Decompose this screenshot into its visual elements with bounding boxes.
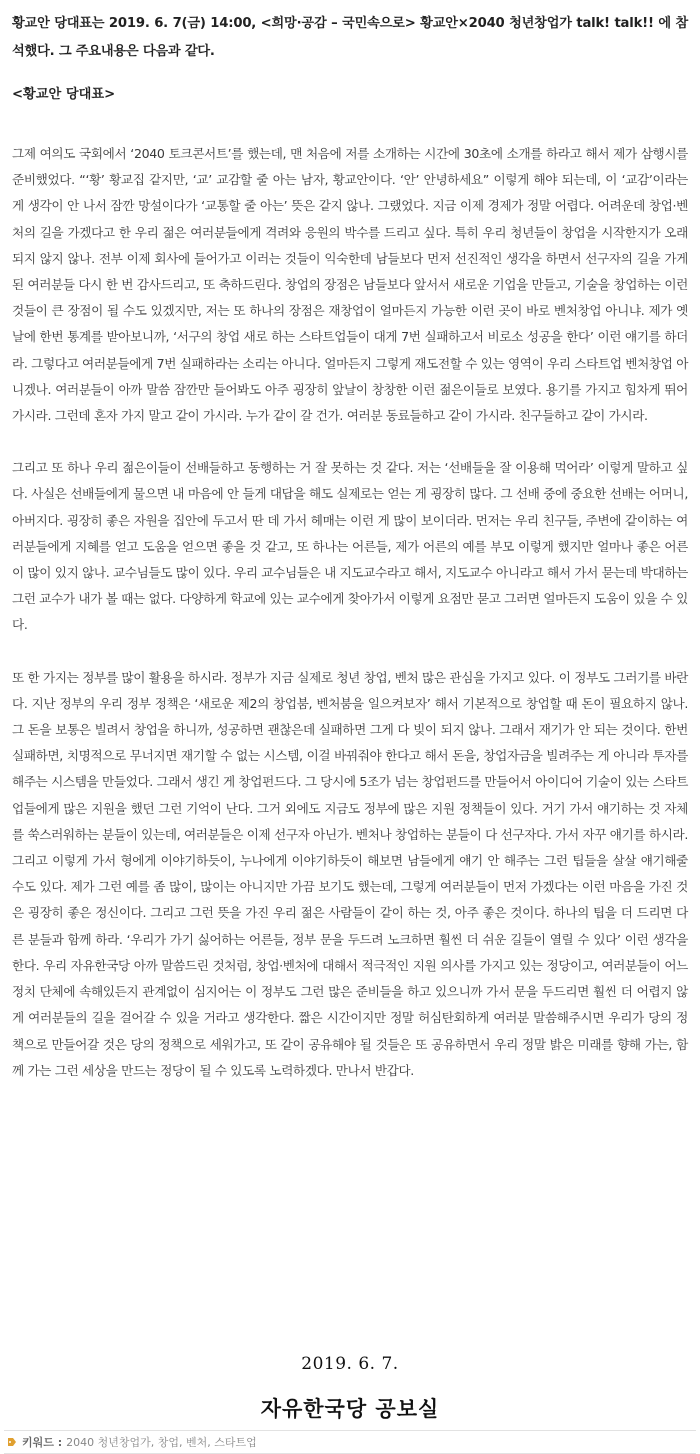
speech-paragraph-1: 그제 여의도 국회에서 ‘2040 토크콘서트’를 했는데, 맨 처음에 저를 소개하는 시간에 30초에 소개를 하라고 해서 제가 삼행시를 준비했었다. “‘황’ 황교집 같지만, ‘교’ 교감할 줄 아는 남자, 황교안이다. ‘안’ 안녕하세요” 이렇게 해야 되는데, 이 ‘교감’이라는 게 생각이 안 나서 잠깐 망설이다가 ‘교통할 줄 아는’ 뜻은 같지 않나. 그랬었다. 지금 이제 경제가 정말 어렵다. 어려운데 창업·벤처의 길을 가겠다고 한 우리 젊은 여러분들에게 격려와 응원의 박수를 드리고 싶다. 특히 우리 청년들이 창업을 시작한지가 오래되지 않지 않나. 전부 이제 회사에 들어가고 이러는 것들이 익숙한데 남들보다 먼저 선진적인 생각을 하면서 선구자의 길을 가게 된 여러분들 다시 한 번 감사드리고, 또 축하드린다. 창업의 장점은 남들보다 앞서서 새로운 기업을 만들고, 기술을 창업하는 이런 것들이 큰 장점이 될 수도 있겠지만, 저는 또 하나의 장점은 재창업이 얼마든지 가능한 이런 곳이 바로 벤처창업 아니냐. 제가 옛날에 한번 통계를 받아보니까, ‘서구의 창업 새로 하는 스타트업들이 대게 7번 실패하고서 비로소 성공을 한다’ 이런 얘기를 하더라. 그렇다고 여러분들에게 7번 실패하라는 소리는 아니다. 얼마든지 그렇게 재도전할 수 있는 영역이 우리 스타트업 벤처창업 아니겠나. 여러분들이 아까 말씀 잠깐만 들어봐도 아주 굉장히 앞날이 창창한 이런 젊은이들로 보였다. 용기를 가지고 힘차게 뛰어가시라. 그런데 혼자 가지 말고 같이 가시라. 누가 같이 갈 건가. 여러분 동료들하고 같이 가시라. 친구들하고 같이 가시라. <box>12 146 689 424</box>
release-date: 2019. 6. 7. <box>301 1354 399 1374</box>
speaker-heading: <황교안 당대표> <box>12 87 116 102</box>
intro-paragraph: 황교안 당대표는 2019. 6. 7(금) 14:00, <희망·공감 – 국민속으로> 황교안×2040 청년창업가 talk! talk!! 에 참석했다. 그 주요내용은 다음과 같다. <box>12 16 688 59</box>
tag-icon <box>7 1437 17 1447</box>
organization-name: 자유한국당 공보실 <box>260 1397 440 1421</box>
speech-paragraph-3: 또 한 가지는 정부를 많이 활용을 하시라. 정부가 지금 실제로 청년 창업, 벤처 많은 관심을 가지고 있다. 이 정부도 그러기를 바란다. 지난 정부의 우리 정부 정책은 ‘새로운 제2의 창업붐, 벤처붐을 일으켜보자’ 해서 기본적으로 창업할 때 돈이 필요하지 않나. 그 돈을 보통은 빌려서 창업을 하니까, 성공하면 괜찮은데 실패하면 그게 다 빚이 되지 않나. 그래서 재기가 안 되는 것이다. 한번 실패하면, 치명적으로 무너지면 재기할 수 없는 시스템, 이걸 바꿔줘야 한다고 해서 돈을, 창업자금을 빌려주는 게 아니라 투자를 해주는 시스템을 만들었다. 그래서 생긴 게 창업펀드다. 그 당시에 5조가 넘는 창업펀드를 만들어서 아이디어 기술이 있는 스타트업들에게 많은 지원을 했던 그런 기억이 난다. 그거 외에도 지금도 정부에 많은 지원 정책들이 있다. 거기 가서 얘기하는 것 자체를 쑥스러워하는 분들이 있는데, 여러분들은 이제 선구자 아닌가. 벤처나 창업하는 분들이 다 선구자다. 가서 자꾸 얘기를 하시라. 그리고 이렇게 가서 형에게 이야기하듯이, 누나에게 이야기하듯이 해보면 남들에게 얘기 안 해주는 그런 팁들을 살살 얘기해줄 수도 있다. 제가 그런 예를 좀 많이, 많이는 아니지만 가끔 보기도 했는데, 그렇게 여러분들이 먼저 가겠다는 이런 마음을 가진 것은 굉장히 좋은 정신이다. 그리고 그런 뜻을 가진 우리 젊은 사람들이 같이 하는 것, 아주 좋은 것이다. 하나의 팁을 더 드리면 다른 분들과 함께 하라. ‘우리가 가기 싫어하는 어른들, 정부 문을 두드려 노크하면 훨씬 더 쉬운 길들이 열릴 수 있다’ 이런 생각을 한다. 우리 자유한국당 아까 말씀드린 것처럼, 창업·벤처에 대해서 적극적인 지원 의사를 가지고 있는 정당이고, 여러분들이 어느 정치 단체에 속해있든지 관계없이 심지어는 이 정부도 그런 많은 준비들을 하고 있으니까 가서 문을 두드리면 훨씬 더 어렵지 않게 여러분들의 길을 걸어갈 수 있을 거라고 생각한다. 짧은 시간이지만 정말 허심탄회하게 여러분 말씀해주시면 우리가 당의 정책으로 만들어갈 것은 당의 정책으로 세워가고, 또 같이 공유해야 될 것들은 또 공유하면서 우리 정말 밝은 미래를 향해 가는, 함께 가는 그런 세상을 만드는 정당이 될 수 있도록 노력하겠다. 만나서 반갑다. <box>12 669 689 1078</box>
keywords-label: 키워드 : <box>22 1436 63 1449</box>
keywords-values: 2040 청년창업가, 창업, 벤처, 스타트업 <box>66 1436 257 1449</box>
press-release-body <box>12 10 688 1084</box>
keywords-bar <box>4 1430 696 1454</box>
speech-paragraph-2: 그리고 또 하나 우리 젊은이들이 선배들하고 동행하는 거 잘 못하는 것 같다. 저는 ‘선배들을 잘 이용해 먹어라’ 이렇게 말하고 싶다. 사실은 선배들에게 물으면 내 마음에 안 들게 대답을 해도 실제로는 얻는 게 굉장히 많다. 그 선배 중에 중요한 선배는 어머니, 아버지다. 굉장히 좋은 자원을 집안에 두고서 딴 데 가서 헤매는 이런 게 많이 보이더라. 먼저는 우리 친구들, 주변에 같이하는 여러분들에게 지혜를 얻고 도움을 얻으면 좋을 것 같고, 또 하나는 어른들, 제가 어른의 예를 부모 이렇게 했지만 얼마나 좋은 어른이 많이 있지 않나. 교수님들도 많이 있다. 우리 교수님들은 내 지도교수라고 해서, 지도교수 아니라고 해서 가서 묻는데 박대하는 그런 교수가 내가 볼 때는 없다. 다양하게 학교에 있는 교수에게 찾아가서 이렇게 요점만 묻고 그러면 얼마든지 도움이 있을 수 있다. <box>12 460 688 633</box>
